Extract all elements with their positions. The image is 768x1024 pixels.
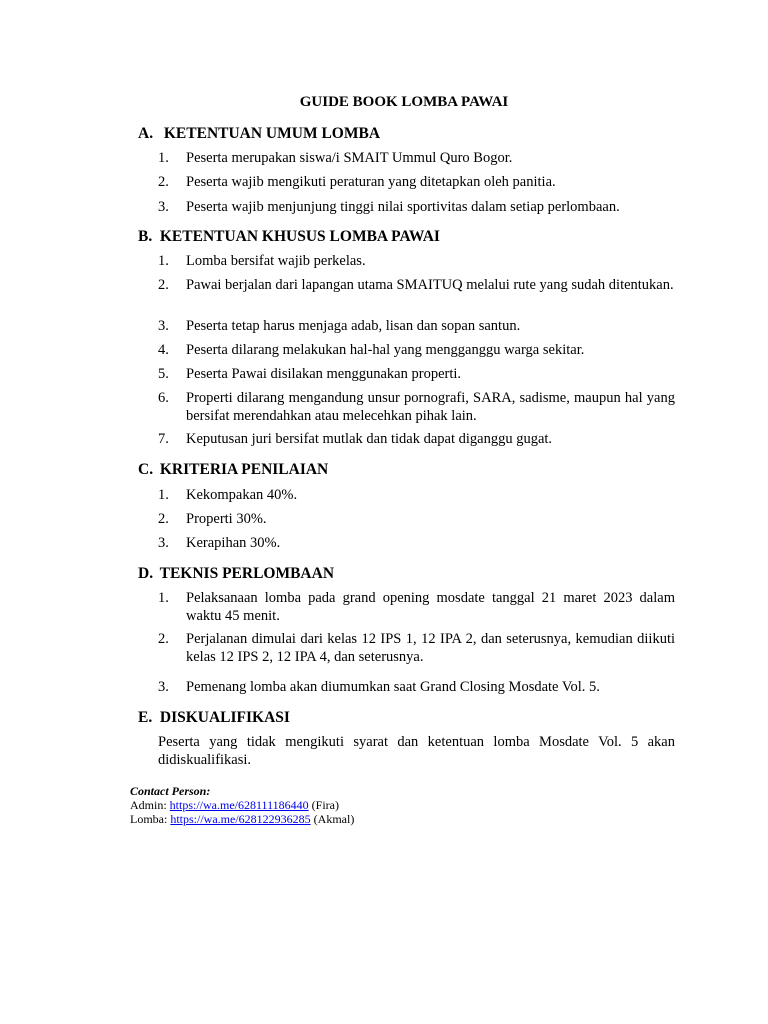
- lomba-whatsapp-link[interactable]: https://wa.me/628122936285: [170, 812, 311, 826]
- item-text: Pawai berjalan dari lapangan utama SMAITUQ melalui rute yang sudah ditentukan.: [186, 277, 674, 293]
- item-number: 3.: [158, 199, 169, 215]
- item-text: Perjalanan dimulai dari kelas 12 IPS 1, 12 IPA 2, dan seterusnya, kemudian diikuti kelas 12 IPS 2, 12 IPA 4, dan seterusnya.: [186, 631, 675, 665]
- contact-admin-line: [130, 798, 354, 812]
- item-text: Peserta merupakan siswa/i SMAIT Ummul Quro Bogor.: [186, 150, 513, 166]
- item-number: 1.: [158, 590, 169, 606]
- item-text: Peserta Pawai disilakan menggunakan properti.: [186, 366, 462, 382]
- section-title: TEKNIS PERLOMBAAN: [159, 565, 335, 582]
- contact-label: Lomba:: [130, 812, 168, 826]
- list-item: [158, 630, 675, 666]
- list-item: [158, 252, 675, 270]
- section-letter: E.: [138, 709, 153, 726]
- list-item: [158, 589, 675, 625]
- item-number: 1.: [158, 253, 169, 269]
- list-item: [158, 365, 675, 383]
- contact-title: Contact Person:: [130, 784, 211, 798]
- section-heading-c: [138, 461, 328, 479]
- item-text: Kekompakan 40%.: [186, 487, 298, 503]
- item-number: 3.: [158, 679, 169, 695]
- section-heading-d: [138, 565, 334, 583]
- item-text: Peserta wajib menjunjung tinggi nilai sportivitas dalam setiap perlombaan.: [186, 199, 620, 215]
- item-number: 2.: [158, 174, 169, 190]
- section-title: KRITERIA PENILAIAN: [159, 461, 329, 478]
- item-number: 2.: [158, 511, 169, 527]
- section-heading-e: [138, 709, 290, 727]
- item-number: 6.: [158, 390, 169, 406]
- list-item: [158, 430, 675, 448]
- section-title: DISKUALIFIKASI: [159, 709, 290, 726]
- list-item: [158, 341, 675, 359]
- item-number: 2.: [158, 277, 169, 293]
- item-number: 1.: [158, 150, 169, 166]
- list-item: [158, 317, 675, 335]
- list-item: [158, 534, 675, 552]
- section-heading-b: [138, 228, 440, 246]
- section-title: KETENTUAN KHUSUS LOMBA PAWAI: [159, 228, 440, 245]
- item-number: 4.: [158, 342, 169, 358]
- item-text: Pelaksanaan lomba pada grand opening mosdate tanggal 21 maret 2023 dalam waktu 45 menit.: [186, 590, 675, 624]
- item-number: 7.: [158, 431, 169, 447]
- item-text: Lomba bersifat wajib perkelas.: [186, 253, 366, 269]
- list-item: [158, 276, 675, 294]
- contact-block: [130, 784, 354, 826]
- item-text: Peserta wajib mengikuti peraturan yang ditetapkan oleh panitia.: [186, 174, 556, 190]
- document-title: GUIDE BOOK LOMBA PAWAI: [299, 94, 509, 110]
- list-item: [158, 678, 675, 696]
- section-heading-a: [138, 125, 380, 143]
- item-number: 1.: [158, 487, 169, 503]
- item-number: 5.: [158, 366, 169, 382]
- contact-label: Admin:: [130, 798, 167, 812]
- list-item: [158, 389, 675, 425]
- item-text: Peserta tetap harus menjaga adab, lisan dan sopan santun.: [186, 318, 521, 334]
- item-text: Pemenang lomba akan diumumkan saat Grand Closing Mosdate Vol. 5.: [186, 679, 600, 695]
- item-text: Keputusan juri bersifat mutlak dan tidak dapat diganggu gugat.: [186, 431, 553, 447]
- contact-name: (Fira): [311, 798, 339, 812]
- section-title: KETENTUAN UMUM LOMBA: [163, 125, 381, 142]
- item-number: 3.: [158, 318, 169, 334]
- item-number: 2.: [158, 631, 169, 647]
- list-item: [158, 510, 675, 528]
- list-item: [158, 486, 675, 504]
- admin-whatsapp-link[interactable]: https://wa.me/628111186440: [169, 798, 309, 812]
- item-text: Properti 30%.: [186, 511, 267, 527]
- item-text: Kerapihan 30%.: [186, 535, 281, 551]
- list-item: [158, 173, 675, 191]
- section-letter: B.: [138, 228, 153, 245]
- section-paragraph: Peserta yang tidak mengikuti syarat dan ketentuan lomba Mosdate Vol. 5 akan didiskualifikasi.: [158, 734, 675, 768]
- list-item: [158, 149, 675, 167]
- item-number: 3.: [158, 535, 169, 551]
- contact-lomba-line: [130, 812, 354, 826]
- contact-name: (Akmal): [313, 812, 355, 826]
- section-letter: C.: [138, 461, 154, 478]
- section-letter: A.: [138, 125, 154, 142]
- item-text: Peserta dilarang melakukan hal-hal yang mengganggu warga sekitar.: [186, 342, 585, 358]
- section-letter: D.: [138, 565, 154, 582]
- list-item: [158, 198, 675, 216]
- item-text: Properti dilarang mengandung unsur pornografi, SARA, sadisme, maupun hal yang bersifat merendahkan atau melecehkan pihak lain.: [186, 390, 675, 424]
